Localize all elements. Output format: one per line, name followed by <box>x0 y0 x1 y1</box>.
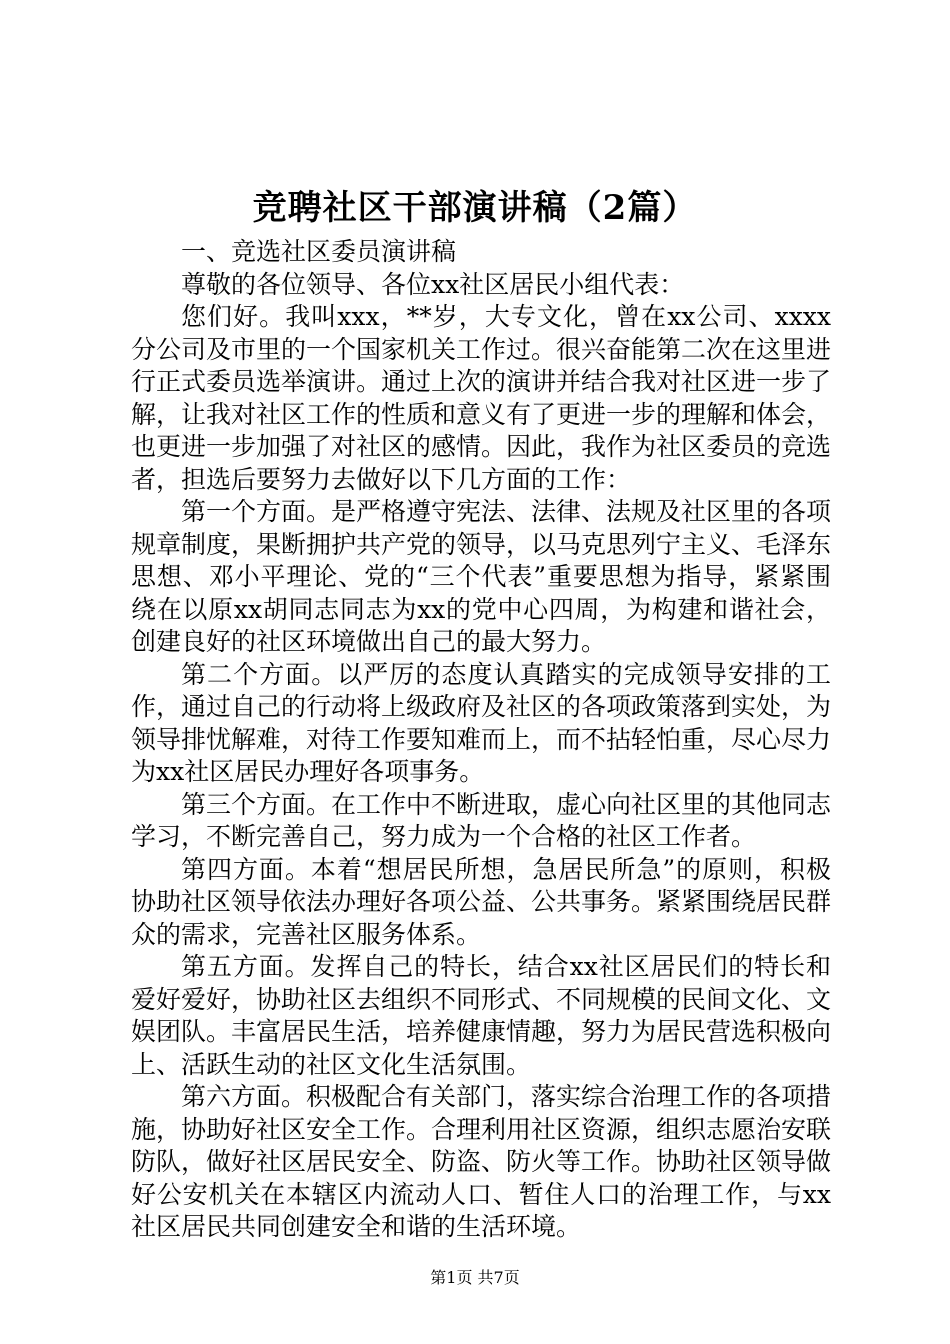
body-paragraph: 您们好。我叫xxx，**岁，大专文化，曾在xx公司、xxxx分公司及市里的一个国家机关工作过。很兴奋能第二次在这里进行正式委员选举演讲。通过上次的演讲并结合我对社区进一步了解，让我对社区工作的性质和意义有了更进一步的理解和体会，也更进一步加强了对社区的感情。因此，我作为社区委员的竞选者，担选后要努力去做好以下几方面的工作： <box>131 302 832 494</box>
body-paragraph: 第一个方面。是严格遵守宪法、法律、法规及社区里的各项规章制度，果断拥护共产党的领导，以马克思列宁主义、毛泽东思想、邓小平理论、党的“三个代表”重要思想为指导，紧紧围绕在以原xx胡同志同志为xx的党中心四周，为构建和谐社会，创建良好的社区环境做出自己的最大努力。 <box>131 497 832 656</box>
body-paragraph: 第六方面。积极配合有关部门，落实综合治理工作的各项措施，协助好社区安全工作。合理利用社区资源，组织志愿治安联防队，做好社区居民安全、防盗、防火等工作。协助社区领导做好公安机关在本辖区内流动人口、暂住人口的治理工作，与xx社区居民共同创建安全和谐的生活环境。 <box>131 1082 832 1241</box>
body-paragraph: 第三个方面。在工作中不断进取，虚心向社区里的其他同志学习，不断完善自己，努力成为一个合格的社区工作者。 <box>131 789 832 851</box>
document-body <box>131 236 831 1244</box>
section-heading: 一、竞选社区委员演讲稿 <box>181 237 457 266</box>
salutation: 尊敬的各位领导、各位xx社区居民小组代表： <box>181 269 685 299</box>
body-paragraph: 第二个方面。以严厉的态度认真踏实的完成领导安排的工作，通过自己的行动将上级政府及社区的各项政策落到实处，为领导排忧解难，对待工作要知难而上，而不拈轻怕重，尽心尽力为xx社区居民办理好各项事务。 <box>131 659 832 786</box>
body-paragraph: 第四方面。本着“想居民所想，急居民所急”的原则，积极协助社区领导依法办理好各项公益、公共事务。紧紧围绕居民群众的需求，完善社区服务体系。 <box>131 854 832 949</box>
document-title: 竞聘社区干部演讲稿（2篇） <box>252 188 698 228</box>
body-paragraph: 第五方面。发挥自己的特长，结合xx社区居民们的特长和爱好爱好，协助社区去组织不同形式、不同规模的民间文化、文娱团队。丰富居民生活，培养健康情趣，努力为居民营选积极向上、活跃生动的社区文化生活氛围。 <box>131 952 832 1079</box>
page-footer: 第1页 共7页 <box>430 1268 520 1287</box>
